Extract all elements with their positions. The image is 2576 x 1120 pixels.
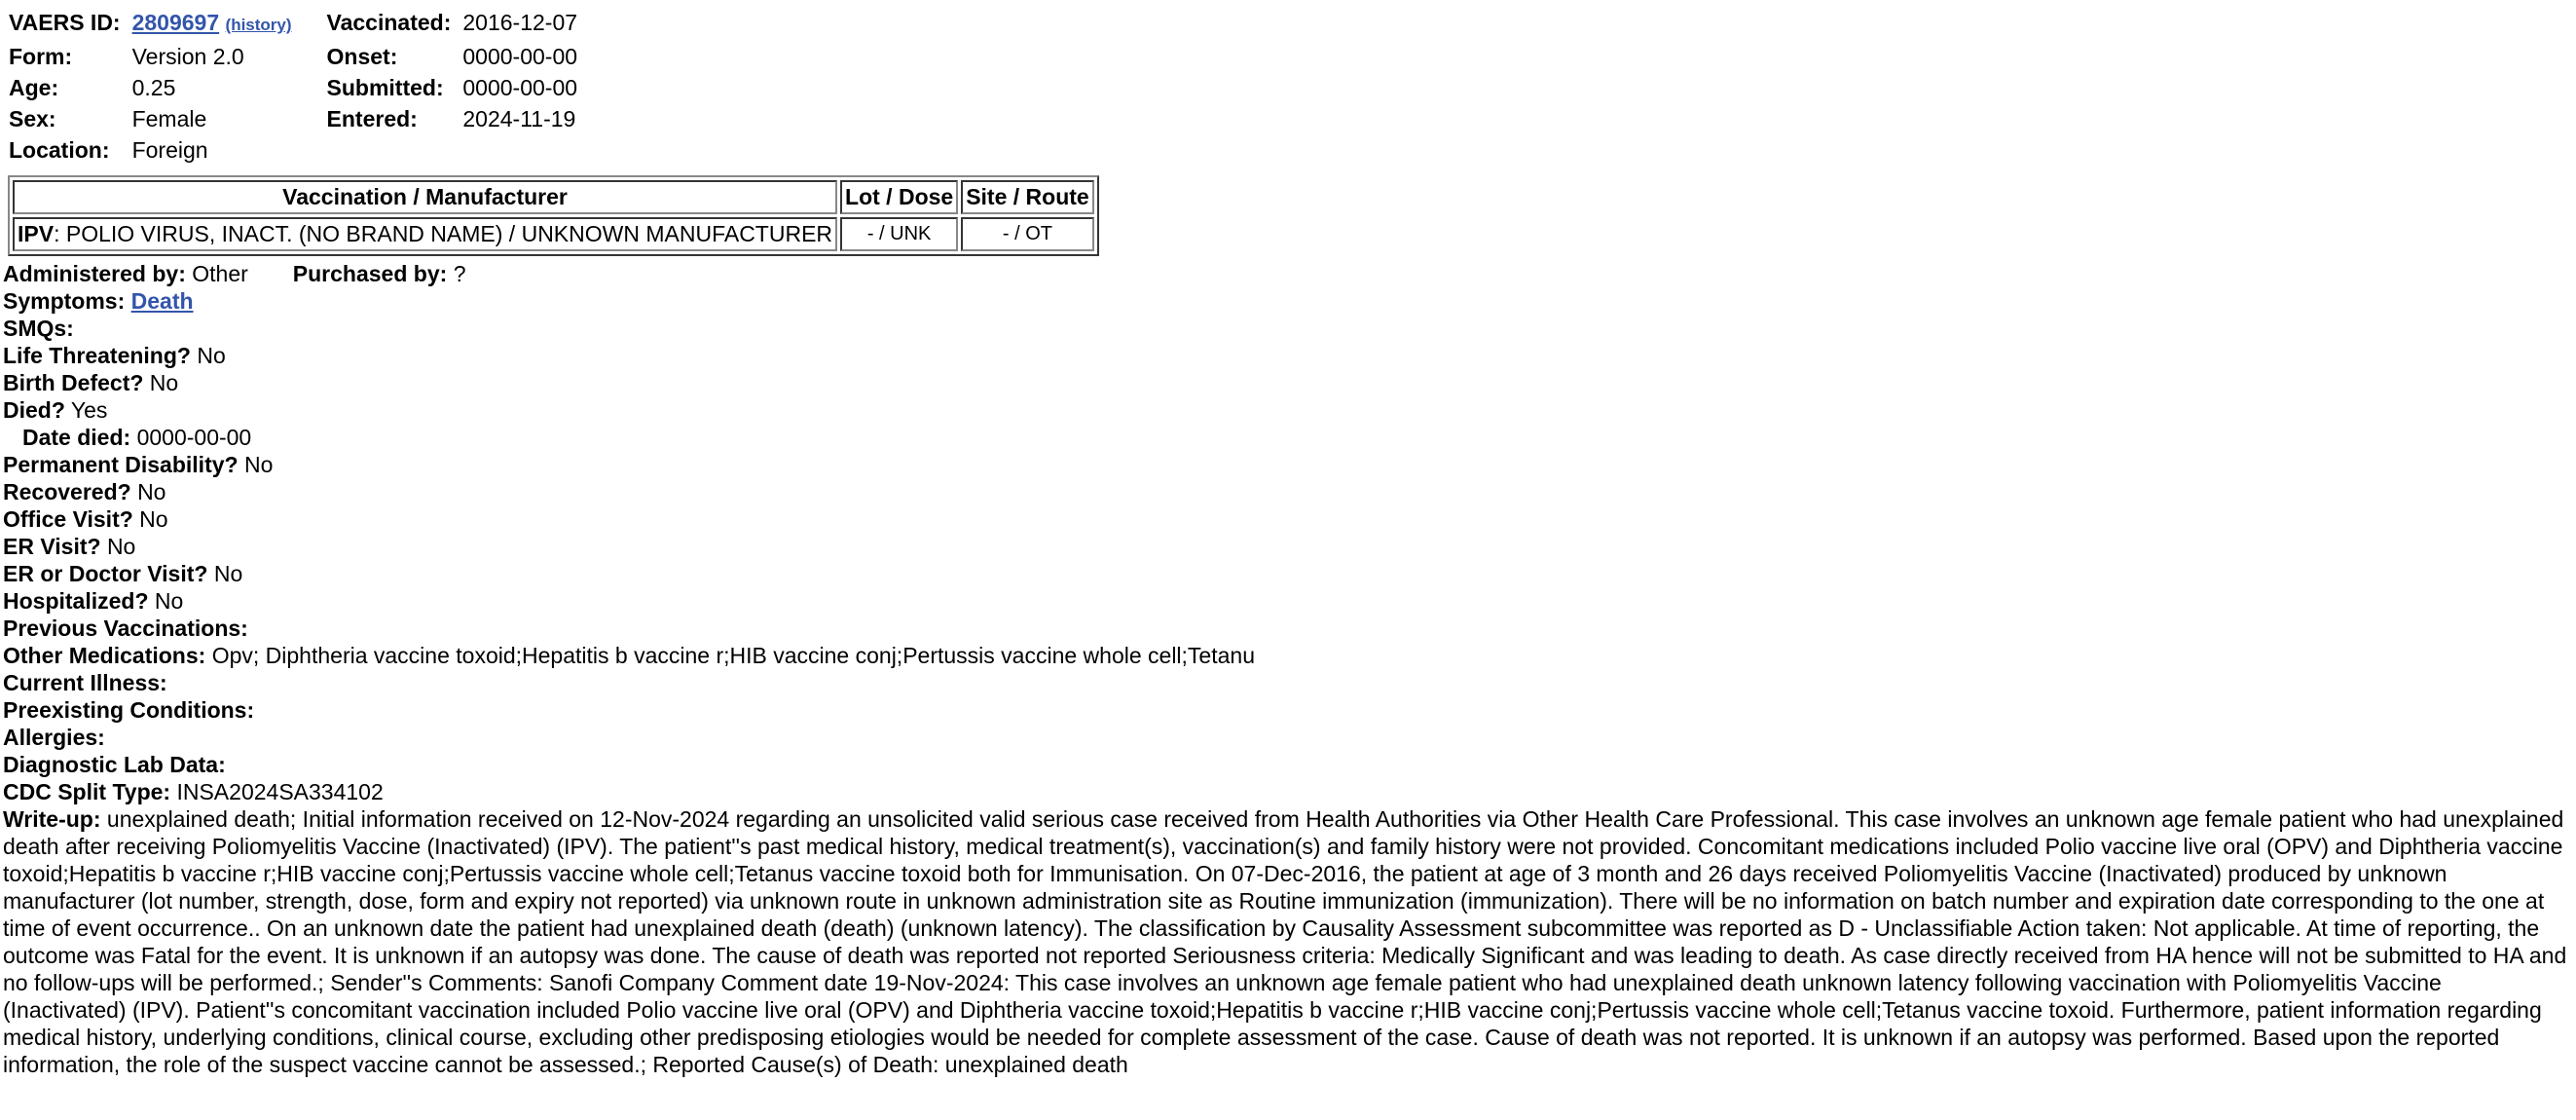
- life-threatening-row: [3, 342, 2573, 369]
- previous-vaccinations-label: Previous Vaccinations:: [3, 616, 248, 641]
- onset-label: Onset:: [326, 44, 398, 69]
- permanent-disability-label: Permanent Disability?: [3, 452, 239, 477]
- writeup-text: unexplained death; Initial information received on 12-Nov-2024 regarding an unsolicited valid serious case received from Health Authorities via Other Health Care Professional. This case involves an unknown age female patient who had unexplained death after receiving Poliomyelitis Vaccine (Inactivated) (IPV). The patient''s past medical history, medical treatment(s), vaccination(s) and family history were not provided. Concomitant medications included Polio vaccine live oral (OPV) and Diphtheria vaccine toxoid;Hepatitis b vaccine r;HIB vaccine conj;Pertussis vaccine whole cell;Tetanus vaccine toxoid both for Immunisation. On 07-Dec-2016, the patient at age of 3 month and 26 days received Poliomyelitis Vaccine (Inactivated) produced by unknown manufacturer (lot number, strength, dose, form and expiry not reported) via unknown route in unknown administration site as Routine immunization (immunization). There will be no information on batch number and expiration date corresponding to the one at time of event occurrence.. On an unknown date the patient had unexplained death (death) (unknown latency). The classification by Causality Assessment subcommittee was reported as D - Unclassifiable Action taken: Not applicable. At time of reporting, the outcome was Fatal for the event. It is unknown if an autopsy was done. The cause of death was reported not reported Seriousness criteria: Medically Significant and was leading to death. As case directly received from HA hence will not be submitted to HA and no follow-ups will be performed.; Sender''s Comments: Sanofi Company Comment date 19-Nov-2024: This case involves an unknown age female patient who had unexplained death unknown latency following vaccination with Poliomyelitis Vaccine (Inactivated) (IPV). Patient''s concomitant vaccination included Polio vaccine live oral (OPV) and Diphtheria vaccine toxoid;Hepatitis b vaccine r;HIB vaccine conj;Pertussis vaccine whole cell;Tetanus vaccine toxoid. Furthermore, patient information regarding medical history, underlying conditions, clinical course, excluding other predisposing etiologies would be needed for complete assessment of the case. Cause of death was not reported. It is unknown if an autopsy was performed. Based upon the reported information, the role of the suspect vaccine cannot be assessed.; Reported Cause(s) of Death: unexplained death: [3, 806, 2567, 1077]
- vaers-id-link[interactable]: 2809697: [131, 10, 220, 35]
- vaccinated-value: 2016-12-07: [462, 10, 578, 35]
- current-illness-label: Current Illness:: [3, 670, 167, 695]
- birth-defect-row: [3, 369, 2573, 396]
- diagnostic-lab-data-row: [3, 751, 2573, 778]
- cdc-split-type-value: INSA2024SA334102: [176, 779, 384, 804]
- writeup-label: Write-up:: [3, 806, 101, 832]
- previous-vaccinations-row: [3, 615, 2573, 642]
- form-value: Version 2.0: [131, 44, 244, 69]
- administered-label: Administered by:: [3, 261, 186, 286]
- vaccination-table: [8, 175, 1099, 256]
- vaccinated-label: Vaccinated:: [326, 10, 452, 35]
- allergies-row: [3, 724, 2573, 751]
- table-row: [13, 217, 1094, 251]
- er-doctor-visit-label: ER or Doctor Visit?: [3, 561, 208, 586]
- life-threatening-value: No: [197, 343, 226, 368]
- recovered-label: Recovered?: [3, 479, 131, 504]
- form-label: Form:: [9, 44, 73, 69]
- column-lot-dose: Lot / Dose: [840, 180, 958, 214]
- smqs-label: SMQs:: [3, 316, 74, 341]
- date-died-label: Date died:: [22, 425, 131, 450]
- birth-defect-value: No: [149, 370, 179, 395]
- purchased-label: Purchased by:: [292, 261, 448, 286]
- vaers-id-cell: [132, 8, 321, 40]
- er-visit-row: [3, 533, 2573, 560]
- vaers-id-label: VAERS ID:: [9, 10, 121, 35]
- er-doctor-visit-value: No: [213, 561, 243, 586]
- vaccine-cell: [13, 217, 837, 251]
- died-label: Died?: [3, 397, 65, 423]
- submitted-value: 0000-00-00: [462, 75, 578, 100]
- submitted-label: Submitted:: [326, 75, 444, 100]
- location-label: Location:: [9, 137, 110, 163]
- office-visit-label: Office Visit?: [3, 506, 133, 532]
- location-value: Foreign: [131, 137, 208, 163]
- age-value: 0.25: [131, 75, 176, 100]
- history-link[interactable]: (history): [225, 16, 292, 34]
- recovered-row: [3, 478, 2573, 505]
- vaccine-code: IPV: [18, 221, 55, 246]
- report-header-table: [3, 6, 612, 167]
- purchased-value: ?: [453, 261, 466, 286]
- symptom-death-link[interactable]: Death: [130, 288, 194, 314]
- life-threatening-label: Life Threatening?: [3, 343, 191, 368]
- sex-value: Female: [131, 106, 207, 131]
- er-doctor-visit-row: [3, 560, 2573, 587]
- office-visit-value: No: [139, 506, 168, 532]
- cdc-split-type-row: [3, 778, 2573, 805]
- column-vaccination-manufacturer: Vaccination / Manufacturer: [13, 180, 837, 214]
- smqs-row: [3, 315, 2573, 342]
- column-site-route: Site / Route: [961, 180, 1094, 214]
- recovered-value: No: [137, 479, 166, 504]
- date-died-value: 0000-00-00: [136, 425, 252, 450]
- current-illness-row: [3, 669, 2573, 696]
- died-row: [3, 396, 2573, 424]
- died-value: Yes: [70, 397, 108, 423]
- date-died-row: [3, 424, 2573, 451]
- symptoms-label: Symptoms:: [3, 288, 126, 314]
- other-medications-value: Opv; Diphtheria vaccine toxoid;Hepatitis b vaccine r;HIB vaccine conj;Pertussis vaccine whole cell;Tetanu: [211, 643, 1255, 668]
- other-medications-row: [3, 642, 2573, 669]
- administered-purchased-row: [3, 260, 2573, 287]
- office-visit-row: [3, 505, 2573, 533]
- other-medications-label: Other Medications:: [3, 643, 206, 668]
- cdc-split-type-label: CDC Split Type:: [3, 779, 171, 804]
- permanent-disability-value: No: [243, 452, 274, 477]
- lot-dose-cell: - / UNK: [840, 217, 958, 251]
- onset-value: 0000-00-00: [462, 44, 578, 69]
- hospitalized-row: [3, 587, 2573, 615]
- sex-label: Sex:: [9, 106, 56, 131]
- administered-value: Other: [192, 261, 248, 286]
- allergies-label: Allergies:: [3, 725, 105, 750]
- vaccine-description: : POLIO VIRUS, INACT. (NO BRAND NAME) / UNKNOWN MANUFACTURER: [54, 221, 833, 246]
- site-route-cell: - / OT: [961, 217, 1094, 251]
- hospitalized-value: No: [154, 588, 184, 614]
- preexisting-conditions-label: Preexisting Conditions:: [3, 697, 255, 723]
- birth-defect-label: Birth Defect?: [3, 370, 144, 395]
- symptoms-row: [3, 287, 2573, 315]
- hospitalized-label: Hospitalized?: [3, 588, 149, 614]
- er-visit-label: ER Visit?: [3, 534, 101, 559]
- preexisting-conditions-row: [3, 696, 2573, 724]
- er-visit-value: No: [106, 534, 136, 559]
- age-label: Age:: [9, 75, 59, 100]
- vaccination-table-header: [13, 180, 1094, 214]
- permanent-disability-row: [3, 451, 2573, 478]
- entered-value: 2024-11-19: [462, 106, 576, 131]
- writeup-row: [3, 805, 2569, 1078]
- entered-label: Entered:: [326, 106, 418, 131]
- diagnostic-lab-data-label: Diagnostic Lab Data:: [3, 752, 226, 777]
